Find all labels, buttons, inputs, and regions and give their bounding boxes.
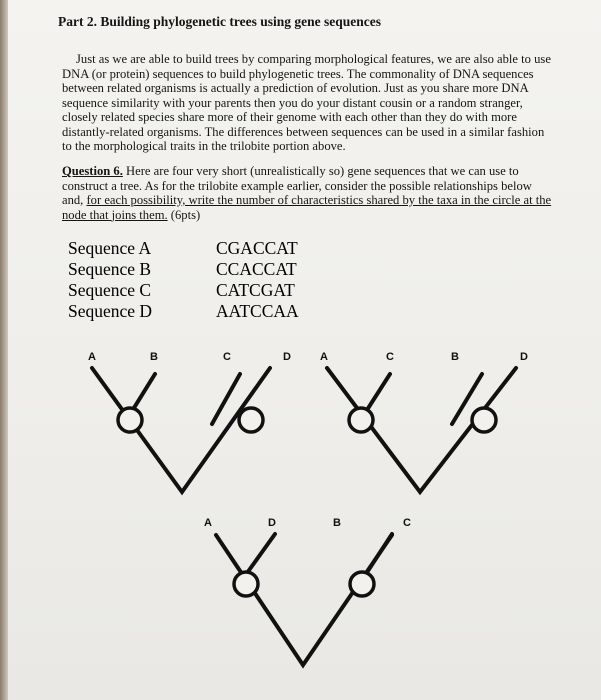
answer-circle-node[interactable]	[239, 408, 263, 432]
tree-tip-label: C	[223, 351, 231, 363]
tree-tip-label: D	[283, 351, 291, 363]
answer-circle-node[interactable]	[349, 408, 373, 432]
answer-circle-node[interactable]	[118, 408, 142, 432]
tree-tip-label: D	[520, 351, 528, 363]
tree-3	[216, 534, 392, 665]
sequence-name: Sequence A	[68, 238, 152, 258]
sequence-name: Sequence B	[68, 259, 152, 279]
sequence-name: Sequence C	[68, 280, 152, 300]
tree-tip-label: C	[386, 351, 394, 363]
question-points: (6pts)	[167, 207, 201, 222]
sequence-code: CGACCAT	[216, 238, 298, 258]
question-label: Question 6.	[62, 164, 123, 178]
intro-paragraph: Just as we are able to build trees by comparing morphological features, we are also able to use DNA (or protein) sequences to build phylogenetic trees. The commonality of DNA sequences between related organisms is actually a prediction of evolution. Just as you share more DNA sequence similarity with your parents then you do your distant cousin or a random stranger, closely related species share more of their genome with each other than they do with more distantly-related organisms. The differences between sequences can be used in a similar fashion to the morphological traits in the trilobite portion above.	[62, 52, 551, 153]
answer-circle-node[interactable]	[234, 572, 258, 596]
question-instruction: for each possibility, write the number of characteristics shared by the taxa in the circle at the node that joins them.	[62, 193, 552, 222]
tree-tip-label: B	[333, 517, 341, 529]
answer-circle-node[interactable]	[350, 572, 374, 596]
tree-tip-label: B	[451, 351, 459, 363]
sequence-code: CCACCAT	[216, 259, 297, 279]
tree-tip-label: A	[88, 351, 96, 363]
tree-tip-label: A	[320, 351, 328, 363]
tree-tip-label: B	[150, 351, 158, 363]
tree-tip-label: A	[204, 517, 212, 529]
part-title: Part 2. Building phylogenetic trees using gene sequences	[58, 14, 382, 29]
tree-3-branches	[216, 535, 392, 665]
tree-tip-label: D	[268, 517, 276, 529]
sequence-code: AATCCAA	[216, 301, 299, 321]
tree-tip-label: C	[403, 517, 411, 529]
sequence-code: CATCGAT	[216, 280, 295, 300]
question-text: Here are four very short (unrealistically so) gene sequences that we can use to construct a tree. As for the trilobite example earlier, consider the possible relationships below and,	[62, 164, 532, 207]
sequence-name: Sequence D	[68, 301, 153, 321]
answer-circle-node[interactable]	[472, 408, 496, 432]
